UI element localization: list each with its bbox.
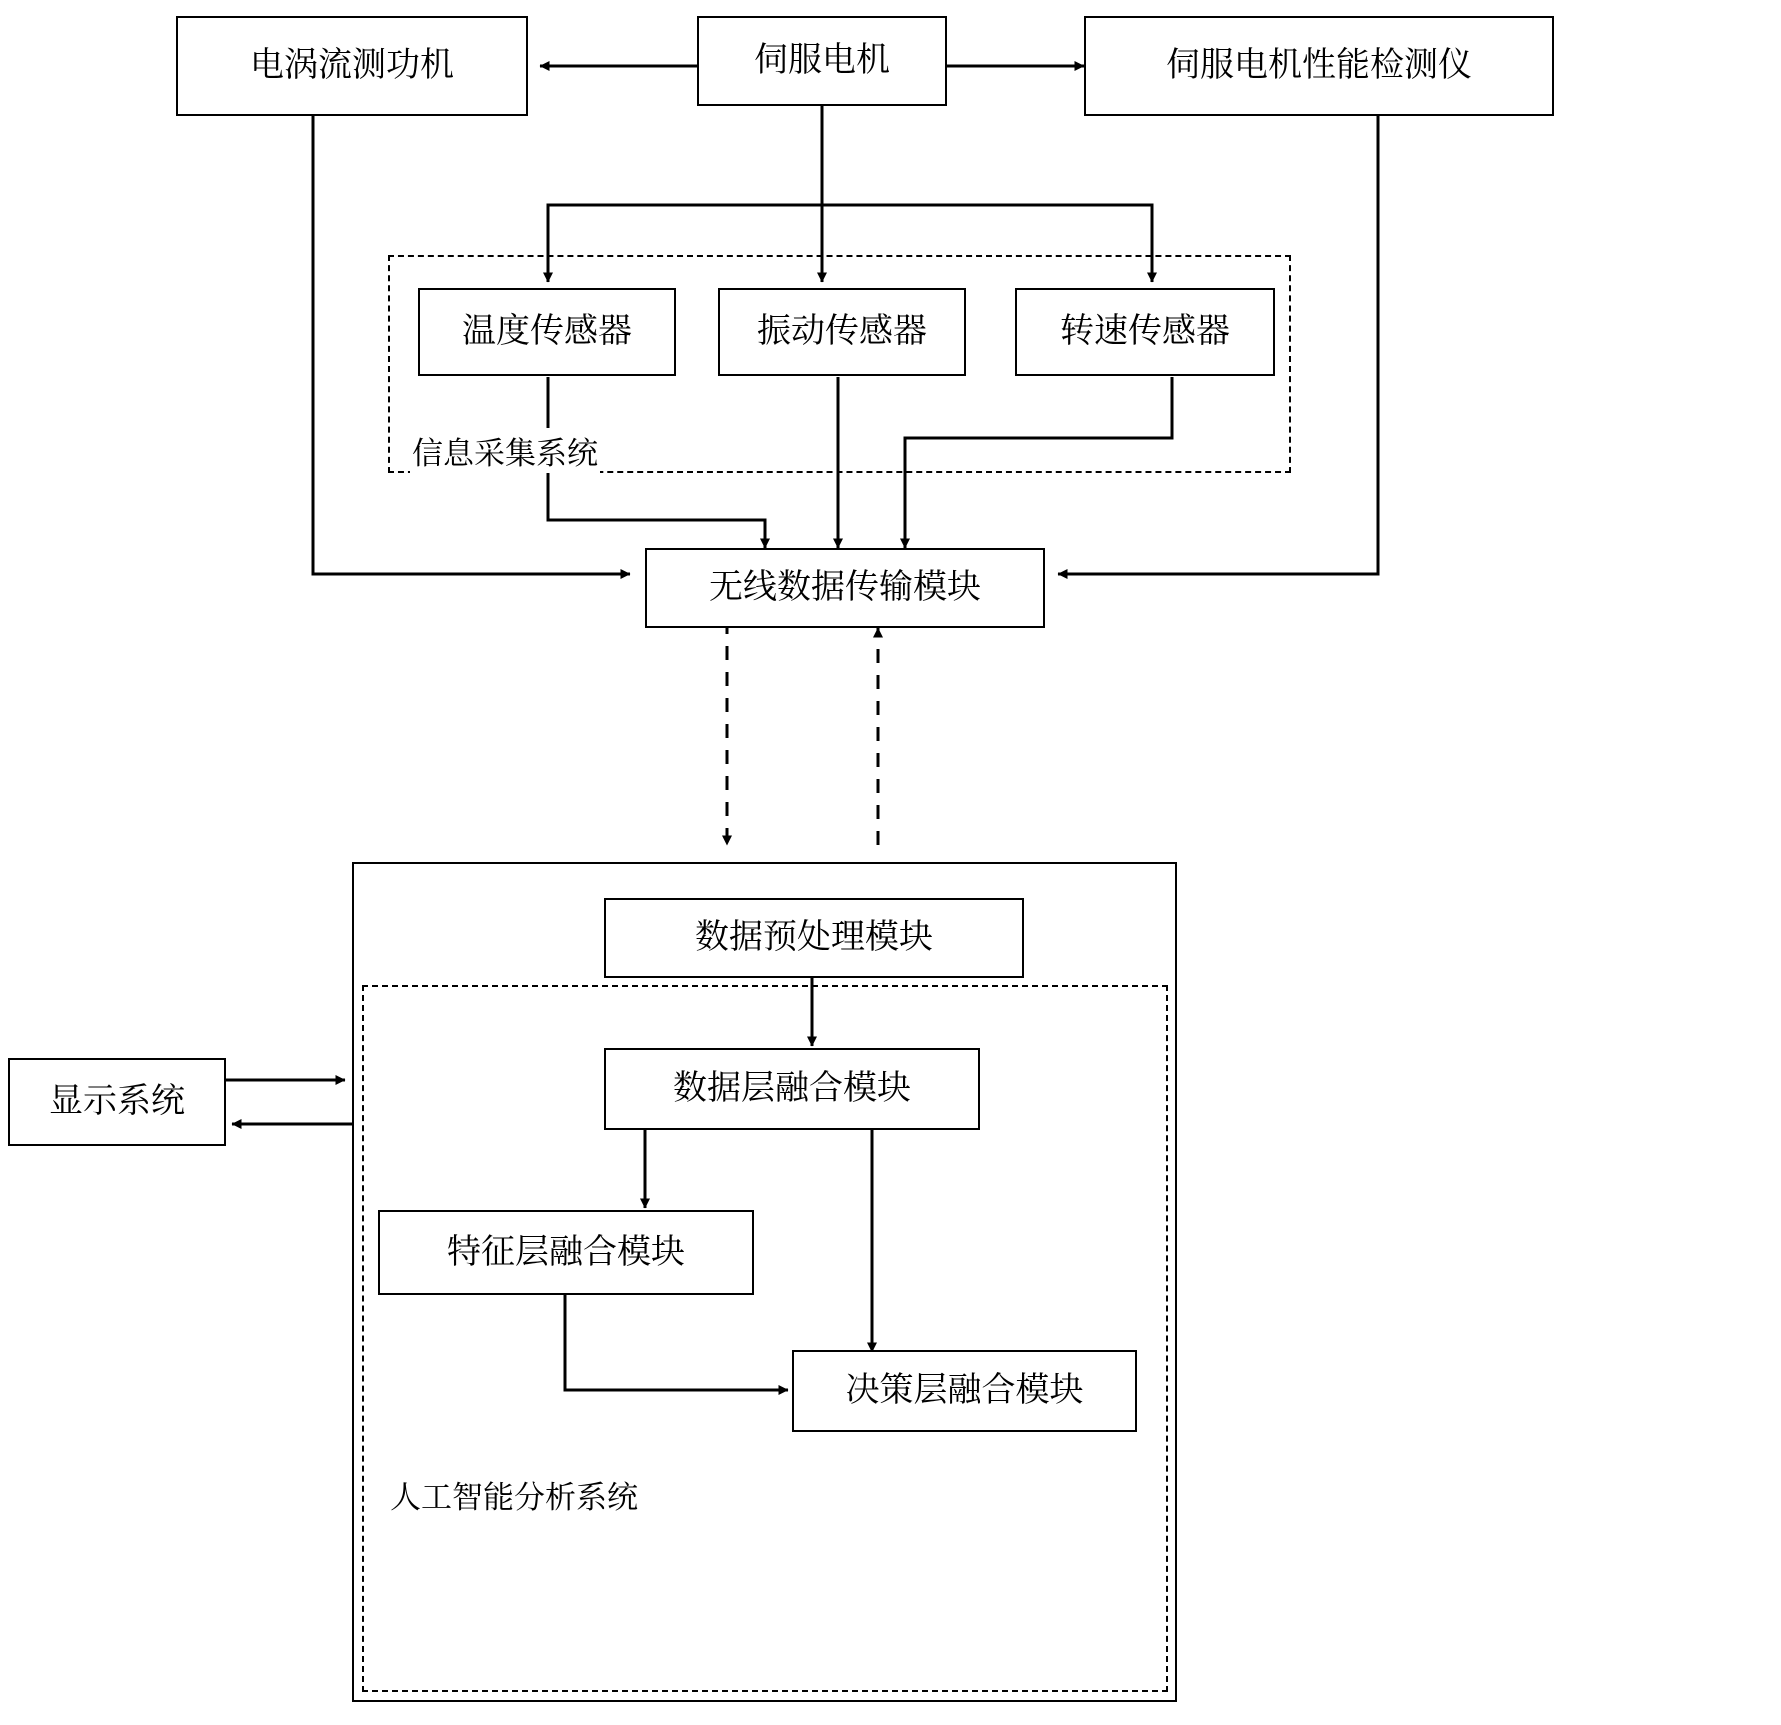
node-data-fusion-module-label: 数据层融合模块 [673,1069,911,1108]
node-speed-sensor[interactable] [1015,288,1275,376]
node-performance-tester-label: 伺服电机性能检测仪 [1166,46,1472,85]
node-dynamometer[interactable] [176,16,528,116]
node-feature-fusion-module-label: 特征层融合模块 [447,1232,685,1271]
node-wireless-module-label: 无线数据传输模块 [709,568,981,607]
node-data-fusion-module[interactable] [604,1048,980,1130]
node-decision-fusion-module[interactable] [792,1350,1137,1432]
node-servo-motor[interactable] [697,16,947,106]
node-performance-tester[interactable] [1084,16,1554,116]
node-temperature-sensor-label: 温度传感器 [462,312,632,351]
node-dynamometer-label: 电涡流测功机 [250,46,454,85]
node-display-system-label: 显示系统 [49,1082,185,1121]
node-decision-fusion-module-label: 决策层融合模块 [845,1371,1084,1410]
node-vibration-sensor[interactable] [718,288,966,376]
node-servo-motor-label: 伺服电机 [754,41,890,80]
node-temperature-sensor[interactable] [418,288,676,376]
node-display-system[interactable] [8,1058,226,1146]
node-wireless-module[interactable] [645,548,1045,628]
group-ai-analysis-system-label: 人工智能分析系统 [388,1472,640,1517]
node-feature-fusion-module[interactable] [378,1210,754,1295]
node-preprocess-module[interactable] [604,898,1024,978]
node-preprocess-module-label: 数据预处理模块 [695,918,933,957]
group-acquisition-system-label: 信息采集系统 [410,428,600,473]
node-vibration-sensor-label: 振动传感器 [757,312,927,351]
node-speed-sensor-label: 转速传感器 [1060,312,1230,351]
